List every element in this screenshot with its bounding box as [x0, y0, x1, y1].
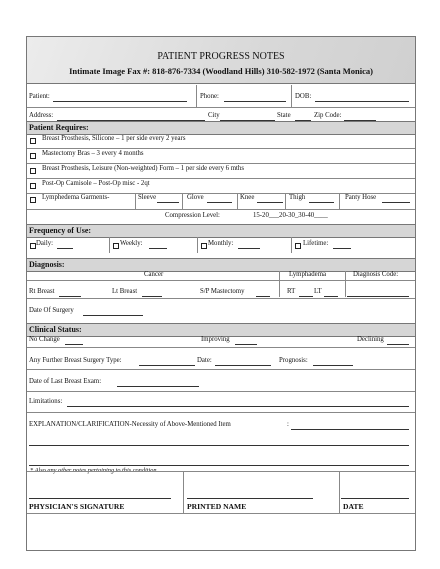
frequency-monthly-label: Monthly:: [208, 240, 234, 247]
daily-field[interactable]: [57, 248, 73, 249]
sp-mastectomy-field[interactable]: [256, 296, 270, 297]
checkbox-mastectomy-bras[interactable]: [30, 153, 36, 159]
date-of-surgery-label: Date Of Surgery: [29, 307, 74, 314]
divider: [27, 107, 415, 108]
notes-footnote: * Also any other notes pertaining to this condition.: [30, 467, 159, 474]
section-heading: Frequency of Use:: [29, 226, 92, 235]
diagnosis-code-field[interactable]: [347, 296, 409, 297]
frequency-daily-label: Daily:: [36, 240, 53, 247]
divider: [27, 209, 415, 210]
panty-hose-label: Panty Hose: [345, 194, 377, 201]
requires-item-1: Breast Prosthesis, Silicone – 1 per side every 2 years: [42, 135, 186, 142]
divider: [183, 471, 184, 513]
surgery-date-label: Date:: [197, 357, 212, 364]
divider: [279, 271, 280, 297]
fax-line: Intimate Image Fax #: 818-876-7334 (Woodland Hills) 310-582-1972 (Santa Monica): [69, 66, 373, 76]
requires-item-5: Lymphedema Garments-: [42, 194, 110, 201]
divider: [182, 193, 183, 209]
divider: [27, 280, 415, 281]
divider: [345, 271, 346, 297]
divider: [27, 369, 415, 370]
divider: [27, 298, 415, 299]
last-exam-field[interactable]: [117, 386, 199, 387]
signature-date-line[interactable]: [341, 498, 409, 499]
monthly-field[interactable]: [238, 248, 260, 249]
section-heading: Diagnosis:: [29, 260, 65, 269]
no-change-label: No Change: [29, 336, 60, 343]
divider: [27, 148, 415, 149]
date-of-surgery-field[interactable]: [83, 315, 143, 316]
divider: [196, 85, 197, 107]
divider: [27, 347, 415, 348]
panty-hose-field[interactable]: [382, 202, 410, 203]
divider: [109, 237, 110, 253]
explanation-colon: :: [287, 421, 289, 428]
section-frequency: [27, 224, 415, 238]
further-surgery-field[interactable]: [139, 365, 195, 366]
lymphadema-label: Lymphadema: [289, 271, 326, 278]
divider: [27, 471, 415, 472]
limitations-label: Limitations:: [29, 398, 63, 405]
rt-breast-field[interactable]: [59, 296, 81, 297]
section-diagnosis: [27, 258, 415, 272]
improving-label: Improving: [201, 336, 230, 343]
lymph-lt-label: LT: [314, 288, 322, 295]
prognosis-label: Prognosis:: [279, 357, 308, 364]
knee-label: Knee: [240, 194, 255, 201]
sp-mastectomy-label: S/P Mastectomy: [200, 288, 245, 295]
city-label: City: [208, 112, 220, 119]
section-clinical-status: [27, 323, 415, 337]
declining-field[interactable]: [387, 344, 409, 345]
glove-field[interactable]: [207, 202, 232, 203]
surgery-date-field[interactable]: [215, 365, 271, 366]
explanation-field-2[interactable]: [29, 445, 409, 446]
physician-signature-line[interactable]: [29, 498, 171, 499]
further-surgery-label: Any Further Breast Surgery Type:: [29, 357, 122, 364]
improving-field[interactable]: [235, 344, 257, 345]
checkbox-lymphedema-garments[interactable]: [30, 197, 36, 203]
section-patient-requires: [27, 121, 415, 135]
divider: [27, 391, 415, 392]
divider: [285, 193, 286, 209]
requires-item-4: Post-Op Camisole – Post-Op misc - 2qt: [42, 180, 150, 187]
checkbox-silicone-prosthesis[interactable]: [30, 138, 36, 144]
lifetime-field[interactable]: [333, 248, 351, 249]
divider: [27, 178, 415, 179]
diagnosis-code-label: Diagnosis Code:: [353, 271, 399, 278]
explanation-field-3[interactable]: [29, 465, 409, 466]
form-header: [27, 37, 415, 84]
checkbox-post-op-camisole[interactable]: [30, 183, 36, 189]
printed-name-line[interactable]: [187, 498, 313, 499]
section-heading: Clinical Status:: [29, 325, 82, 334]
divider: [27, 412, 415, 413]
no-change-field[interactable]: [65, 344, 83, 345]
lymph-lt-field[interactable]: [324, 296, 338, 297]
checkbox-leisure-prosthesis[interactable]: [30, 168, 36, 174]
checkbox-weekly[interactable]: [113, 243, 119, 249]
phone-field[interactable]: [224, 101, 286, 102]
physician-signature-label: PHYSICIAN'S SIGNATURE: [29, 502, 125, 511]
divider: [291, 85, 292, 107]
checkbox-monthly[interactable]: [201, 243, 207, 249]
compression-values[interactable]: 15-20___20-30_30-40____: [253, 212, 328, 219]
sleeve-label: Sleeve: [138, 194, 157, 201]
divider: [27, 513, 415, 514]
state-label: State: [277, 112, 291, 119]
requires-item-2: Mastectomy Bras – 3 every 4 months: [42, 150, 144, 157]
explanation-label: EXPLANATION/CLARIFICATION-Necessity of Above-Mentioned Item: [29, 421, 231, 428]
frequency-weekly-label: Weekly:: [120, 240, 143, 247]
frequency-lifetime-label: Lifetime:: [303, 240, 329, 247]
weekly-field[interactable]: [149, 248, 167, 249]
zip-label: Zip Code:: [314, 112, 342, 119]
requires-item-3: Breast Prosthesis, Leisure (Non-weighted) Form – 1 per side every 6 mths: [42, 165, 244, 172]
prognosis-field[interactable]: [313, 365, 353, 366]
dob-field[interactable]: [315, 101, 409, 102]
divider: [135, 193, 136, 209]
rt-breast-label: Rt Breast: [29, 288, 55, 295]
patient-field[interactable]: [53, 101, 187, 102]
progress-notes-form: [26, 36, 416, 551]
lt-breast-label: Lt Breast: [112, 288, 138, 295]
last-exam-label: Date of Last Breast Exam:: [29, 378, 102, 385]
checkbox-lifetime[interactable]: [295, 243, 301, 249]
date-label: DATE: [343, 502, 364, 511]
divider: [291, 237, 292, 253]
lymph-rt-label: RT: [287, 288, 296, 295]
dob-label: DOB:: [295, 93, 312, 100]
limitations-field[interactable]: [67, 406, 409, 407]
divider: [237, 193, 238, 209]
divider: [197, 237, 198, 253]
lt-breast-field[interactable]: [142, 296, 162, 297]
printed-name-label: PRINTED NAME: [187, 502, 247, 511]
cancer-label: Cancer: [144, 271, 164, 278]
lymph-rt-field[interactable]: [299, 296, 313, 297]
thigh-field[interactable]: [309, 202, 334, 203]
thigh-label: Thigh: [289, 194, 306, 201]
declining-label: Declining: [357, 336, 384, 343]
address-label: Address:: [29, 112, 54, 119]
explanation-field-1[interactable]: [291, 429, 409, 430]
knee-field[interactable]: [257, 202, 283, 203]
divider: [339, 471, 340, 513]
sleeve-field[interactable]: [157, 202, 179, 203]
patient-label: Patient:: [29, 93, 50, 100]
divider: [339, 193, 340, 209]
section-heading: Patient Requires:: [29, 123, 89, 132]
glove-label: Glove: [187, 194, 204, 201]
phone-label: Phone:: [200, 93, 219, 100]
compression-label: Compression Level:: [165, 212, 220, 219]
divider: [27, 163, 415, 164]
form-title: PATIENT PROGRESS NOTES: [157, 51, 285, 62]
